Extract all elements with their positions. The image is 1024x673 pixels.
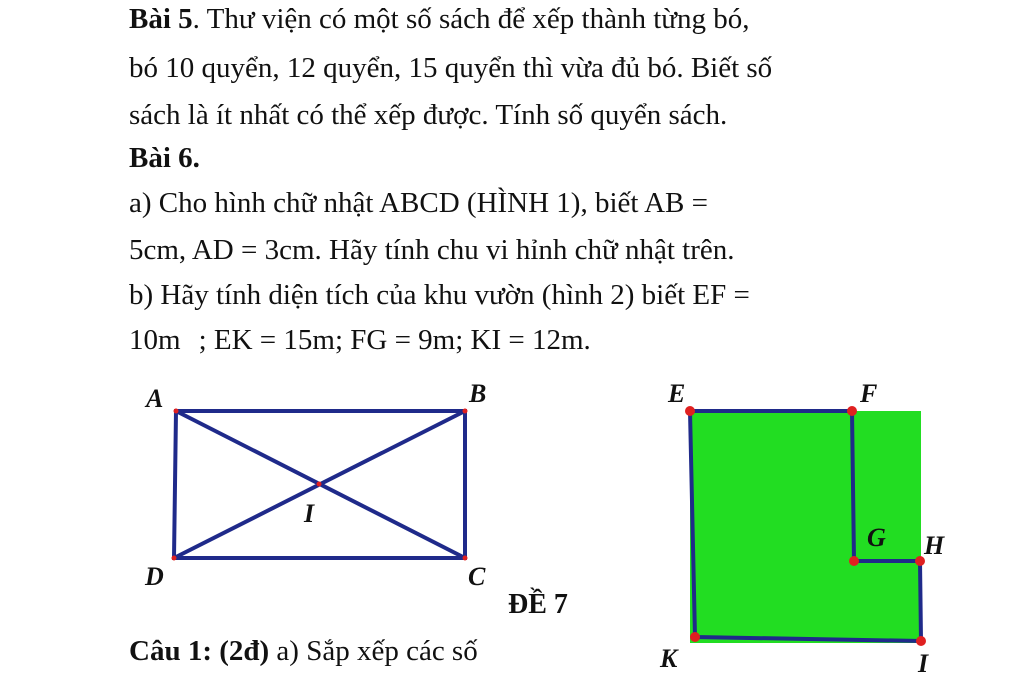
problem6-part-a-line2: 5cm, AD = 3cm. Hãy tính chu vi hỉnh chữ nhật trên. — [129, 234, 735, 266]
point-a-marker — [174, 409, 179, 414]
label-i2: I — [918, 649, 929, 673]
label-h: H — [924, 531, 945, 560]
label-c: C — [468, 562, 486, 591]
garden-fill — [690, 411, 921, 643]
point-d-marker — [172, 556, 177, 561]
problem6-part-b-values: ; EK = 15m; FG = 9m; KI = 12m. — [198, 324, 591, 356]
figure2-garden — [659, 379, 945, 673]
problem6-part-a-line1: a) Cho hình chữ nhật ABCD (HÌNH 1), biết AB = — [129, 187, 708, 219]
label-d: D — [145, 562, 164, 591]
section-heading-de7: ĐỀ 7 — [508, 589, 568, 620]
label-e: E — [668, 379, 686, 408]
problem6-label: Bài 6. — [129, 142, 200, 174]
label-a: A — [146, 384, 164, 413]
point-g-marker — [849, 556, 859, 566]
label-f: F — [860, 379, 878, 408]
question1-label: Câu 1: (2đ) — [129, 635, 270, 667]
point-i-marker — [317, 482, 322, 487]
point-e-marker — [685, 406, 695, 416]
label-g: G — [867, 523, 886, 552]
point-c-marker — [463, 556, 468, 561]
problem6-part-b-value-ef: 10m — [129, 324, 181, 356]
problem5-label: Bài 5 — [129, 3, 193, 35]
problem6-part-b-line1: b) Hãy tính diện tích của khu vườn (hình 2) biết EF = — [129, 279, 750, 311]
problem5-line1-text: . Thư viện có một số sách để xếp thành từng bó, — [192, 3, 750, 35]
label-i: I — [304, 499, 315, 528]
label-b: B — [469, 379, 487, 408]
question1-line — [129, 634, 478, 668]
point-i2-marker — [916, 636, 926, 646]
point-b-marker — [463, 409, 468, 414]
problem5-line2: bó 10 quyển, 12 quyển, 15 quyển thì vừa đủ bó. Biết số — [129, 52, 773, 84]
figure1-rectangle — [144, 379, 486, 591]
label-k: K — [660, 644, 678, 673]
point-k-marker — [690, 632, 700, 642]
problem5-line3: sách là ít nhất có thể xếp được. Tính số quyển sách. — [129, 99, 728, 131]
point-f-marker — [847, 406, 857, 416]
question1-text: a) Sắp xếp các số — [269, 635, 478, 667]
